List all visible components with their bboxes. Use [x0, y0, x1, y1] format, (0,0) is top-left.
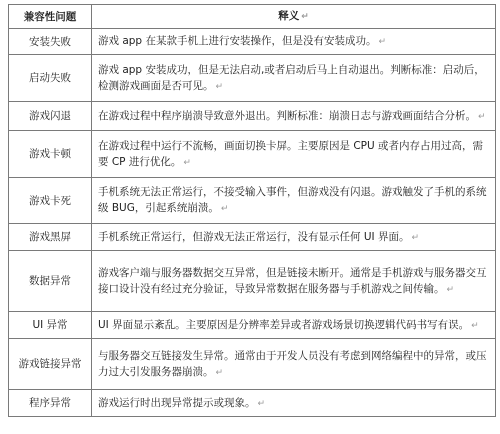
definition-text: 游戏 app 在某款手机上进行安装操作，但是没有安装成功。 [98, 35, 377, 47]
paragraph-mark-icon: ↵ [471, 320, 479, 331]
definition-cell [92, 224, 496, 251]
issue-type-cell: 启动失败 [9, 55, 92, 102]
definition-cell [92, 29, 496, 55]
issue-type-cell: 游戏链接异常 [9, 339, 92, 390]
definition-cell [92, 178, 496, 224]
definition-text: 与服务器交互链接发生异常。通常由于开发人员没有考虑到网络编程中的异常，或压力过大引发服务器崩溃。 [98, 349, 487, 378]
definition-cell [92, 251, 496, 312]
definition-text: UI 界面显示紊乱。主要原因是分辨率差异或者游戏场景切换逻辑代码书写有误。 [98, 318, 470, 331]
issue-type-cell: 数据异常 [9, 251, 92, 312]
table-row [9, 131, 496, 178]
paragraph-mark-icon: ↵ [478, 111, 486, 122]
table-header-row [9, 5, 496, 29]
definition-cell [92, 390, 496, 417]
table-row [9, 178, 496, 224]
issue-type-cell: 程序异常 [9, 390, 92, 417]
table-row [9, 29, 496, 55]
table-row [9, 224, 496, 251]
definition-cell [92, 312, 496, 339]
table-row [9, 55, 496, 102]
issue-type-cell: 安装失败 [9, 29, 92, 55]
table-row [9, 339, 496, 390]
issue-type-cell: UI 异常 [9, 312, 92, 339]
definition-cell [92, 55, 496, 102]
column-header-issue: 兼容性问题 [9, 5, 92, 29]
paragraph-mark-icon: ↵ [411, 232, 420, 243]
definition-cell [92, 339, 496, 390]
issue-type-cell: 游戏闪退 [9, 102, 92, 131]
paragraph-mark-icon: ↵ [446, 284, 455, 295]
paragraph-mark-icon: ↵ [183, 157, 191, 168]
paragraph-mark-icon: ↵ [220, 204, 229, 214]
table-row [9, 102, 496, 131]
paragraph-mark-icon: ↵ [215, 367, 224, 378]
definition-text: 手机系统正常运行，但游戏无法正常运行，没有显示任何 UI 界面。 [98, 230, 410, 243]
definition-text: 在游戏过程中程序崩溃导致意外退出。判断标准：崩溃日志与游戏画面结合分析。 [98, 109, 476, 122]
column-header-definition-text: 释义 [278, 10, 300, 22]
definition-text: 游戏客户端与服务器数据交互异常，但是链接未断开。通常是手机游戏与服务器交互接口设计没有经过充分验证，导致异常数据在服务器与手机游戏之间传输。 [98, 266, 487, 295]
column-header-definition [92, 5, 496, 29]
paragraph-mark-icon: ↵ [378, 37, 386, 47]
compatibility-issues-table [8, 4, 496, 417]
table-row [9, 251, 496, 312]
paragraph-mark-icon: ↵ [257, 398, 266, 409]
definition-text: 游戏运行时出现异常提示或现象。 [98, 396, 256, 409]
issue-type-cell: 游戏黑屏 [9, 224, 92, 251]
issue-type-cell: 游戏卡顿 [9, 131, 92, 178]
paragraph-mark-icon: ↵ [301, 12, 309, 22]
table-row [9, 312, 496, 339]
definition-text: 游戏 app 安装成功，但是无法启动,或者启动后马上自动退出。判断标准：启动后，检测游戏画面是否可见。 [98, 63, 485, 92]
definition-text: 手机系统无法正常运行，不接受输入事件，但游戏没有闪退。游戏触发了手机的系统级 BUG，引起系统崩溃。 [98, 186, 487, 214]
definition-text: 在游戏过程中运行不流畅，画面切换卡屏。主要原因是 CPU 或者内存占用过高，需要 CP 进行优化。 [98, 139, 484, 168]
paragraph-mark-icon: ↵ [215, 81, 224, 92]
definition-cell [92, 131, 496, 178]
definition-cell [92, 102, 496, 131]
table-row [9, 390, 496, 417]
issue-type-cell: 游戏卡死 [9, 178, 92, 224]
